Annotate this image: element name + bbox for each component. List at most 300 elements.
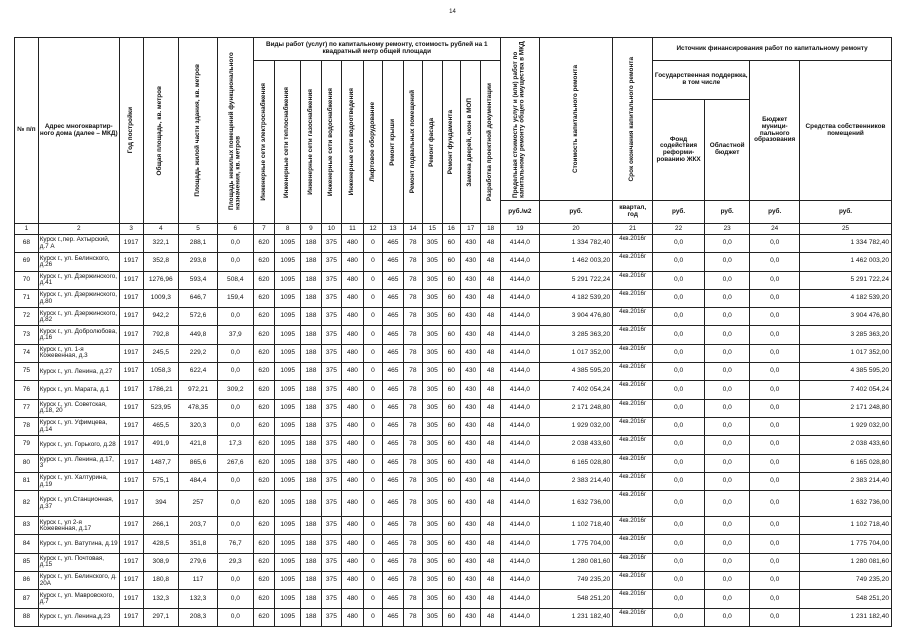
row-total-area: 792,8: [143, 326, 179, 344]
row-fund: 0,0: [653, 253, 705, 271]
row-regional: 0,0: [704, 517, 749, 535]
row-work-cost: 78: [403, 289, 422, 307]
row-work-cost: 480: [342, 590, 364, 608]
row-number: 68: [15, 235, 39, 253]
table-row: [15, 363, 892, 381]
row-work-cost: 465: [383, 289, 404, 307]
row-living-area: 622,4: [179, 363, 218, 381]
row-work-cost: 60: [442, 271, 460, 289]
row-address: Курск г., ул. Ватутина, д.19: [38, 535, 119, 553]
row-work-cost: 480: [342, 436, 364, 454]
row-regional: 0,0: [704, 572, 749, 590]
row-work-cost: 0: [363, 517, 382, 535]
row-work-cost: 188: [301, 289, 322, 307]
row-owners: 1 102 718,40: [800, 517, 892, 535]
column-number: 13: [383, 224, 404, 235]
row-work-cost: 188: [301, 436, 322, 454]
row-total-area: 245,5: [143, 344, 179, 362]
row-address: Курск г., ул. Советская, д.18, 20: [38, 399, 119, 417]
row-address: Курск г., ул. Белинского, д. 20А: [38, 572, 119, 590]
row-work-cost: 480: [342, 553, 364, 571]
row-work-cost: 78: [403, 553, 422, 571]
row-total-area: 132,3: [143, 590, 179, 608]
row-regional: 0,0: [704, 535, 749, 553]
row-total-area: 1276,96: [143, 271, 179, 289]
header-work-water: Инженерные сети водоснабжения: [321, 61, 342, 224]
row-work-cost: 78: [403, 472, 422, 490]
row-limit-cost: 4144,0: [500, 271, 539, 289]
row-fund: 0,0: [653, 308, 705, 326]
row-work-cost: 480: [342, 417, 364, 435]
row-work-cost: 60: [442, 535, 460, 553]
row-living-area: 117: [179, 572, 218, 590]
row-number: 69: [15, 253, 39, 271]
row-work-cost: 305: [423, 572, 442, 590]
row-limit-cost: 4144,0: [500, 535, 539, 553]
row-work-cost: 188: [301, 590, 322, 608]
row-work-cost: 465: [383, 472, 404, 490]
row-living-area: 478,35: [179, 399, 218, 417]
row-work-cost: 60: [442, 517, 460, 535]
row-work-cost: 0: [363, 436, 382, 454]
row-repair-cost: 1 102 718,40: [539, 517, 612, 535]
row-year: 1917: [119, 454, 143, 472]
row-work-cost: 305: [423, 553, 442, 571]
row-address: Курск г., ул. Марата, д.1: [38, 381, 119, 399]
row-work-cost: 78: [403, 590, 422, 608]
row-work-cost: 465: [383, 235, 404, 253]
row-fund: 0,0: [653, 454, 705, 472]
table-row: [15, 417, 892, 435]
row-work-cost: 305: [423, 344, 442, 362]
row-work-cost: 480: [342, 363, 364, 381]
row-address: Курск г., ул. Белинского, д.26: [38, 253, 119, 271]
row-premises-area: 159,4: [218, 289, 254, 307]
row-work-cost: 1095: [275, 572, 301, 590]
row-work-cost: 620: [253, 289, 275, 307]
row-number: 75: [15, 363, 39, 381]
row-work-cost: 78: [403, 454, 422, 472]
row-work-cost: 60: [442, 344, 460, 362]
row-municipal: 0,0: [750, 590, 800, 608]
row-municipal: 0,0: [750, 399, 800, 417]
row-work-cost: 465: [383, 535, 404, 553]
row-owners: 1 462 003,20: [800, 253, 892, 271]
unit-deadline: квартал, год: [613, 201, 653, 224]
row-repair-cost: 5 291 722,24: [539, 271, 612, 289]
row-work-cost: 1095: [275, 399, 301, 417]
row-premises-area: 0,0: [218, 590, 254, 608]
row-number: 73: [15, 326, 39, 344]
row-work-cost: 48: [481, 381, 500, 399]
row-living-area: 257: [179, 491, 218, 517]
row-living-area: 572,6: [179, 308, 218, 326]
row-work-cost: 60: [442, 491, 460, 517]
row-work-cost: 305: [423, 590, 442, 608]
row-work-cost: 480: [342, 572, 364, 590]
row-deadline: 4кв.2016г: [613, 590, 653, 608]
row-number: 78: [15, 417, 39, 435]
row-work-cost: 1095: [275, 253, 301, 271]
row-work-cost: 78: [403, 235, 422, 253]
row-work-cost: 465: [383, 271, 404, 289]
row-limit-cost: 4144,0: [500, 590, 539, 608]
row-repair-cost: 2 171 248,80: [539, 399, 612, 417]
row-work-cost: 620: [253, 491, 275, 517]
row-year: 1917: [119, 436, 143, 454]
row-work-cost: 465: [383, 308, 404, 326]
row-owners: 2 038 433,60: [800, 436, 892, 454]
row-work-cost: 188: [301, 472, 322, 490]
row-year: 1917: [119, 517, 143, 535]
column-number: 6: [218, 224, 254, 235]
column-number: 8: [275, 224, 301, 235]
row-work-cost: 305: [423, 535, 442, 553]
header-total-area: Общая площадь, кв. метров: [143, 38, 179, 224]
row-work-cost: 305: [423, 253, 442, 271]
row-work-cost: 48: [481, 363, 500, 381]
row-number: 83: [15, 517, 39, 535]
row-work-cost: 375: [321, 235, 342, 253]
row-work-cost: 620: [253, 436, 275, 454]
row-work-cost: 620: [253, 417, 275, 435]
row-total-area: 491,9: [143, 436, 179, 454]
row-work-cost: 620: [253, 308, 275, 326]
row-limit-cost: 4144,0: [500, 417, 539, 435]
row-municipal: 0,0: [750, 572, 800, 590]
row-work-cost: 1095: [275, 417, 301, 435]
row-address: Курск г.,пер. Ахтырский, д.7 А: [38, 235, 119, 253]
row-work-cost: 48: [481, 590, 500, 608]
row-work-cost: 430: [460, 491, 481, 517]
row-work-cost: 375: [321, 308, 342, 326]
row-regional: 0,0: [704, 553, 749, 571]
row-municipal: 0,0: [750, 363, 800, 381]
row-work-cost: 60: [442, 454, 460, 472]
row-work-cost: 188: [301, 517, 322, 535]
row-total-area: 1786,21: [143, 381, 179, 399]
row-deadline: 4кв.2016г: [613, 235, 653, 253]
row-work-cost: 465: [383, 326, 404, 344]
row-work-cost: 430: [460, 235, 481, 253]
row-work-cost: 0: [363, 308, 382, 326]
row-work-cost: 48: [481, 253, 500, 271]
row-total-area: 1058,3: [143, 363, 179, 381]
header-municipal: Бюджет муници-пального образования: [750, 61, 800, 201]
row-municipal: 0,0: [750, 235, 800, 253]
row-regional: 0,0: [704, 417, 749, 435]
row-fund: 0,0: [653, 553, 705, 571]
row-work-cost: 620: [253, 326, 275, 344]
row-fund: 0,0: [653, 436, 705, 454]
row-living-area: 132,3: [179, 590, 218, 608]
row-fund: 0,0: [653, 326, 705, 344]
row-deadline: 4кв.2016г: [613, 417, 653, 435]
row-municipal: 0,0: [750, 271, 800, 289]
row-number: 70: [15, 271, 39, 289]
row-work-cost: 465: [383, 417, 404, 435]
row-work-cost: 305: [423, 472, 442, 490]
row-municipal: 0,0: [750, 553, 800, 571]
row-work-cost: 78: [403, 417, 422, 435]
row-municipal: 0,0: [750, 517, 800, 535]
row-work-cost: 60: [442, 253, 460, 271]
row-municipal: 0,0: [750, 326, 800, 344]
row-work-cost: 375: [321, 590, 342, 608]
row-living-area: 203,7: [179, 517, 218, 535]
row-work-cost: 0: [363, 553, 382, 571]
row-work-cost: 465: [383, 363, 404, 381]
row-work-cost: 480: [342, 253, 364, 271]
row-work-cost: 465: [383, 436, 404, 454]
row-work-cost: 620: [253, 271, 275, 289]
row-year: 1917: [119, 344, 143, 362]
row-work-cost: 1095: [275, 235, 301, 253]
row-work-cost: 48: [481, 572, 500, 590]
row-work-cost: 78: [403, 399, 422, 417]
row-total-area: 1009,3: [143, 289, 179, 307]
row-premises-area: 0,0: [218, 399, 254, 417]
row-owners: 1 280 081,60: [800, 553, 892, 571]
row-owners: 2 171 248,80: [800, 399, 892, 417]
row-address: Курск г., ул. Почтовая, д.15: [38, 553, 119, 571]
column-number: 3: [119, 224, 143, 235]
row-fund: 0,0: [653, 491, 705, 517]
row-living-area: 484,4: [179, 472, 218, 490]
row-work-cost: 375: [321, 417, 342, 435]
row-deadline: 4кв.2016г: [613, 271, 653, 289]
header-work-foundation: Ремонт фундамента: [442, 61, 460, 224]
row-owners: 1 334 782,40: [800, 235, 892, 253]
row-work-cost: 0: [363, 590, 382, 608]
row-repair-cost: 1 632 736,00: [539, 491, 612, 517]
header-regional: Областной бюджет: [704, 100, 749, 201]
row-work-cost: 620: [253, 399, 275, 417]
row-fund: 0,0: [653, 417, 705, 435]
row-work-cost: 430: [460, 572, 481, 590]
header-year: Год постройки: [119, 38, 143, 224]
row-work-cost: 430: [460, 344, 481, 362]
row-year: 1917: [119, 535, 143, 553]
row-living-area: 646,7: [179, 289, 218, 307]
row-work-cost: 375: [321, 454, 342, 472]
header-address: Адрес многоквартир-ного дома (далее – МКД): [38, 38, 119, 224]
header-living-area: Площадь жилой части здания, кв. метров: [179, 38, 218, 224]
header-num: № п/п: [15, 38, 39, 224]
table-row: [15, 608, 892, 626]
column-number: 4: [143, 224, 179, 235]
row-work-cost: 0: [363, 289, 382, 307]
row-work-cost: 375: [321, 517, 342, 535]
row-work-cost: 375: [321, 535, 342, 553]
row-work-cost: 188: [301, 308, 322, 326]
row-address: Курск г., ул. Ленина, д.17, 3: [38, 454, 119, 472]
row-premises-area: 0,0: [218, 363, 254, 381]
row-work-cost: 78: [403, 363, 422, 381]
table-row: [15, 399, 892, 417]
row-year: 1917: [119, 608, 143, 626]
row-work-cost: 1095: [275, 344, 301, 362]
row-address: Курск г., ул. Мавровского, д.7: [38, 590, 119, 608]
row-work-cost: 465: [383, 590, 404, 608]
row-work-cost: 430: [460, 399, 481, 417]
row-work-cost: 465: [383, 553, 404, 571]
row-work-cost: 620: [253, 517, 275, 535]
table-row: [15, 271, 892, 289]
row-total-area: 1487,7: [143, 454, 179, 472]
row-work-cost: 1095: [275, 590, 301, 608]
row-premises-area: 0,0: [218, 417, 254, 435]
row-year: 1917: [119, 253, 143, 271]
row-living-area: 972,21: [179, 381, 218, 399]
row-work-cost: 430: [460, 308, 481, 326]
row-year: 1917: [119, 271, 143, 289]
row-year: 1917: [119, 326, 143, 344]
column-number: 23: [704, 224, 749, 235]
row-work-cost: 48: [481, 308, 500, 326]
table-row: [15, 517, 892, 535]
row-premises-area: 309,2: [218, 381, 254, 399]
row-regional: 0,0: [704, 308, 749, 326]
row-work-cost: 1095: [275, 381, 301, 399]
row-municipal: 0,0: [750, 308, 800, 326]
row-fund: 0,0: [653, 399, 705, 417]
row-living-area: 593,4: [179, 271, 218, 289]
row-fund: 0,0: [653, 535, 705, 553]
row-work-cost: 48: [481, 235, 500, 253]
row-work-cost: 1095: [275, 472, 301, 490]
row-work-cost: 620: [253, 608, 275, 626]
header-works-group: Виды работ (услуг) по капитальному ремонту, стоимость рублей на 1 квадратный метр общей площади: [253, 38, 500, 61]
row-work-cost: 188: [301, 608, 322, 626]
row-repair-cost: 1 231 182,40: [539, 608, 612, 626]
row-work-cost: 78: [403, 608, 422, 626]
row-living-area: 865,6: [179, 454, 218, 472]
row-limit-cost: 4144,0: [500, 517, 539, 535]
row-living-area: 351,8: [179, 535, 218, 553]
row-work-cost: 430: [460, 271, 481, 289]
row-municipal: 0,0: [750, 454, 800, 472]
row-work-cost: 305: [423, 517, 442, 535]
row-regional: 0,0: [704, 289, 749, 307]
unit-limit: руб./м2: [500, 201, 539, 224]
row-regional: 0,0: [704, 271, 749, 289]
row-owners: 3 904 476,80: [800, 308, 892, 326]
row-work-cost: 0: [363, 235, 382, 253]
row-work-cost: 375: [321, 399, 342, 417]
row-work-cost: 188: [301, 572, 322, 590]
row-address: Курск г., ул. 1-я Кожевенная, д.3: [38, 344, 119, 362]
row-work-cost: 60: [442, 326, 460, 344]
row-work-cost: 188: [301, 454, 322, 472]
row-deadline: 4кв.2016г: [613, 454, 653, 472]
row-work-cost: 305: [423, 289, 442, 307]
row-premises-area: 0,0: [218, 308, 254, 326]
unit-regional: руб.: [704, 201, 749, 224]
table-row: [15, 454, 892, 472]
row-work-cost: 48: [481, 271, 500, 289]
row-work-cost: 188: [301, 363, 322, 381]
row-work-cost: 430: [460, 472, 481, 490]
row-owners: 548 251,20: [800, 590, 892, 608]
row-work-cost: 48: [481, 436, 500, 454]
header-work-basement: Ремонт подвальных помещений: [403, 61, 422, 224]
row-work-cost: 1095: [275, 454, 301, 472]
row-number: 79: [15, 436, 39, 454]
row-fund: 0,0: [653, 381, 705, 399]
row-living-area: 293,8: [179, 253, 218, 271]
row-work-cost: 465: [383, 253, 404, 271]
row-municipal: 0,0: [750, 535, 800, 553]
row-work-cost: 480: [342, 472, 364, 490]
row-work-cost: 480: [342, 235, 364, 253]
row-work-cost: 480: [342, 326, 364, 344]
row-work-cost: 188: [301, 235, 322, 253]
row-year: 1917: [119, 363, 143, 381]
row-work-cost: 480: [342, 381, 364, 399]
row-municipal: 0,0: [750, 608, 800, 626]
row-fund: 0,0: [653, 289, 705, 307]
row-limit-cost: 4144,0: [500, 381, 539, 399]
row-work-cost: 480: [342, 344, 364, 362]
row-deadline: 4кв.2016г: [613, 253, 653, 271]
row-work-cost: 620: [253, 363, 275, 381]
row-regional: 0,0: [704, 326, 749, 344]
unit-fund: руб.: [653, 201, 705, 224]
row-repair-cost: 2 038 433,60: [539, 436, 612, 454]
row-municipal: 0,0: [750, 344, 800, 362]
row-total-area: 352,8: [143, 253, 179, 271]
column-number: 11: [342, 224, 364, 235]
row-repair-cost: 4 182 539,20: [539, 289, 612, 307]
row-repair-cost: 2 383 214,40: [539, 472, 612, 490]
row-work-cost: 375: [321, 344, 342, 362]
row-regional: 0,0: [704, 235, 749, 253]
row-work-cost: 480: [342, 517, 364, 535]
row-number: 88: [15, 608, 39, 626]
row-work-cost: 465: [383, 517, 404, 535]
row-address: Курск г., ул. Дзержинского, д.82: [38, 308, 119, 326]
row-work-cost: 430: [460, 253, 481, 271]
row-fund: 0,0: [653, 590, 705, 608]
header-work-electric: Инженерные сети электроснабжения: [253, 61, 275, 224]
row-work-cost: 48: [481, 344, 500, 362]
row-work-cost: 430: [460, 535, 481, 553]
row-address: Курск г., ул.Станционная, д.37: [38, 491, 119, 517]
row-work-cost: 48: [481, 491, 500, 517]
row-living-area: 449,8: [179, 326, 218, 344]
row-work-cost: 305: [423, 363, 442, 381]
unit-owners: руб.: [800, 201, 892, 224]
column-number: 10: [321, 224, 342, 235]
row-regional: 0,0: [704, 454, 749, 472]
row-work-cost: 465: [383, 344, 404, 362]
row-deadline: 4кв.2016г: [613, 517, 653, 535]
row-owners: 5 291 722,24: [800, 271, 892, 289]
row-work-cost: 188: [301, 253, 322, 271]
row-work-cost: 305: [423, 381, 442, 399]
row-limit-cost: 4144,0: [500, 608, 539, 626]
row-fund: 0,0: [653, 517, 705, 535]
row-work-cost: 48: [481, 326, 500, 344]
row-deadline: 4кв.2016г: [613, 363, 653, 381]
row-total-area: 394: [143, 491, 179, 517]
row-work-cost: 0: [363, 381, 382, 399]
row-regional: 0,0: [704, 608, 749, 626]
row-deadline: 4кв.2016г: [613, 535, 653, 553]
row-deadline: 4кв.2016г: [613, 491, 653, 517]
row-number: 85: [15, 553, 39, 571]
